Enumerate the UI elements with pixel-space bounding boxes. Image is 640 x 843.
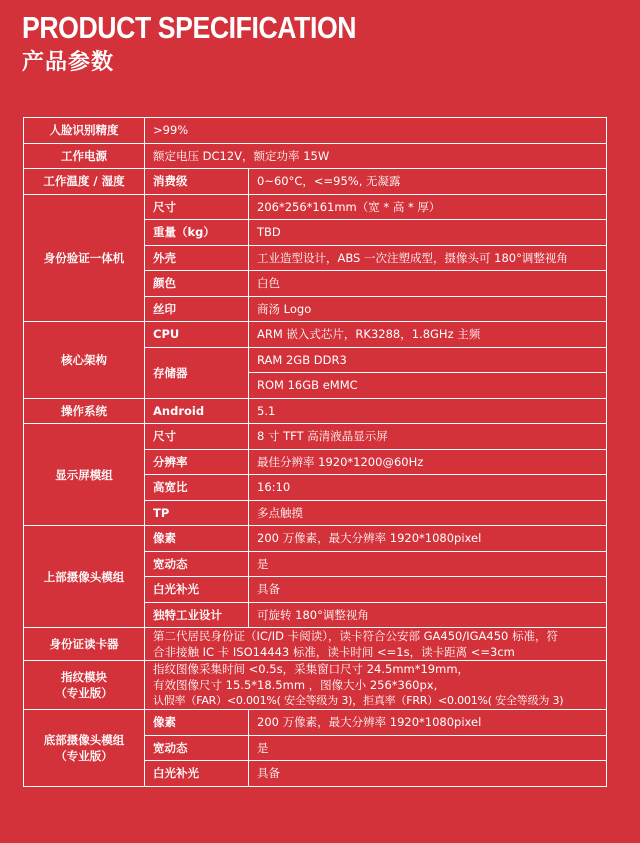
table-row [24,398,607,424]
category-cell: 身份证读卡器 [24,628,145,661]
category-cell [24,710,145,787]
category-sublabel: （专业版） [55,686,113,700]
table-row [24,143,607,169]
category-cell [24,661,145,710]
value-cell: 最佳分辨率 1920*1200@60Hz [249,449,607,475]
value-line: 指纹图像采集时间 <0.5s，采集窗口尺寸 24.5mm*19mm， [153,662,470,676]
value-cell: 8 寸 TFT 高清液晶显示屏 [249,424,607,450]
subcategory-cell: 宽动态 [145,551,249,577]
value-line: 有效图像尺寸 15.5*18.5mm ，图像大小 256*360px, [153,678,438,692]
value-cell: 是 [249,735,607,761]
table-row [24,661,607,710]
category-cell: 核心架构 [24,322,145,399]
value-cell: 16:10 [249,475,607,501]
category-cell: 身份验证一体机 [24,194,145,322]
subcategory-cell: 白光补光 [145,577,249,603]
value-cell: 工业造型设计，ABS 一次注塑成型，摄像头可 180°调整视角 [249,245,607,271]
subcategory-cell: 尺寸 [145,194,249,220]
value-cell: 200 万像素，最大分辨率 1920*1080pixel [249,526,607,552]
category-label: 底部摄像头模组 [43,732,125,747]
subcategory-cell: 像素 [145,710,249,736]
value-cell: 多点触摸 [249,500,607,526]
category-cell: 工作温度 / 湿度 [24,169,145,195]
value-cell: ROM 16GB eMMC [249,373,607,399]
page-header [22,10,411,78]
spec-table [23,117,607,787]
category-sublabel: （专业版） [55,748,113,763]
value-cell: RAM 2GB DDR3 [249,347,607,373]
table-row [24,118,607,144]
subcategory-cell: 消费级 [145,169,249,195]
table-row [24,526,607,552]
subcategory-cell: 像素 [145,526,249,552]
subcategory-cell: 丝印 [145,296,249,322]
value-cell: 可旋转 180°调整视角 [249,602,607,628]
value-cell: 0~60°C，<=95%, 无凝露 [249,169,607,195]
value-cell: TBD [249,220,607,246]
subcategory-cell: 尺寸 [145,424,249,450]
value-cell: 200 万像素，最大分辨率 1920*1080pixel [249,710,607,736]
category-cell: 显示屏模组 [24,424,145,526]
value-cell: 具备 [249,577,607,603]
subcategory-cell: 独特工业设计 [145,602,249,628]
value-cell: 206*256*161mm（宽 * 高 * 厚） [249,194,607,220]
page-title-en: PRODUCT SPECIFICATION [22,10,357,45]
table-row [24,628,607,661]
subcategory-cell: 外壳 [145,245,249,271]
subcategory-cell: 颜色 [145,271,249,297]
value-cell [145,661,607,710]
category-label: 指纹模块 [61,670,107,684]
value-cell: 5.1 [249,398,607,424]
subcategory-cell: 高宽比 [145,475,249,501]
value-line: 认假率（FAR）<0.001%( 安全等级为 3)，拒真率（FRR）<0.001%( 安全等级为 3) [153,694,564,707]
subcategory-cell: CPU [145,322,249,348]
table-row [24,710,607,736]
category-cell: 上部摄像头模组 [24,526,145,628]
subcategory-cell: 重量（kg） [145,220,249,246]
table-row [24,322,607,348]
value-cell: 具备 [249,761,607,787]
value-cell: >99% [145,118,607,144]
value-cell: 是 [249,551,607,577]
value-cell: ARM 嵌入式芯片，RK3288，1.8GHz 主频 [249,322,607,348]
category-cell: 工作电源 [24,143,145,169]
value-line: 第二代居民身份证（IC/ID 卡阅读），读卡符合公安部 GA450/IGA450 标准，符 [153,629,558,643]
subcategory-cell: Android [145,398,249,424]
table-row [24,169,607,195]
subcategory-cell: 存储器 [145,347,249,398]
value-cell [145,628,607,661]
table-row [24,194,607,220]
category-cell: 人脸识别精度 [24,118,145,144]
category-cell: 操作系统 [24,398,145,424]
value-cell: 白色 [249,271,607,297]
subcategory-cell: 宽动态 [145,735,249,761]
subcategory-cell: 白光补光 [145,761,249,787]
value-line: 合非接触 IC 卡 ISO14443 标准，读卡时间 <=1s，读卡距离 <=3cm [153,645,515,659]
subcategory-cell: TP [145,500,249,526]
table-row [24,424,607,450]
subcategory-cell: 分辨率 [145,449,249,475]
page-title-cn: 产品参数 [22,50,115,75]
value-cell: 额定电压 DC12V，额定功率 15W [145,143,607,169]
value-cell: 商汤 Logo [249,296,607,322]
